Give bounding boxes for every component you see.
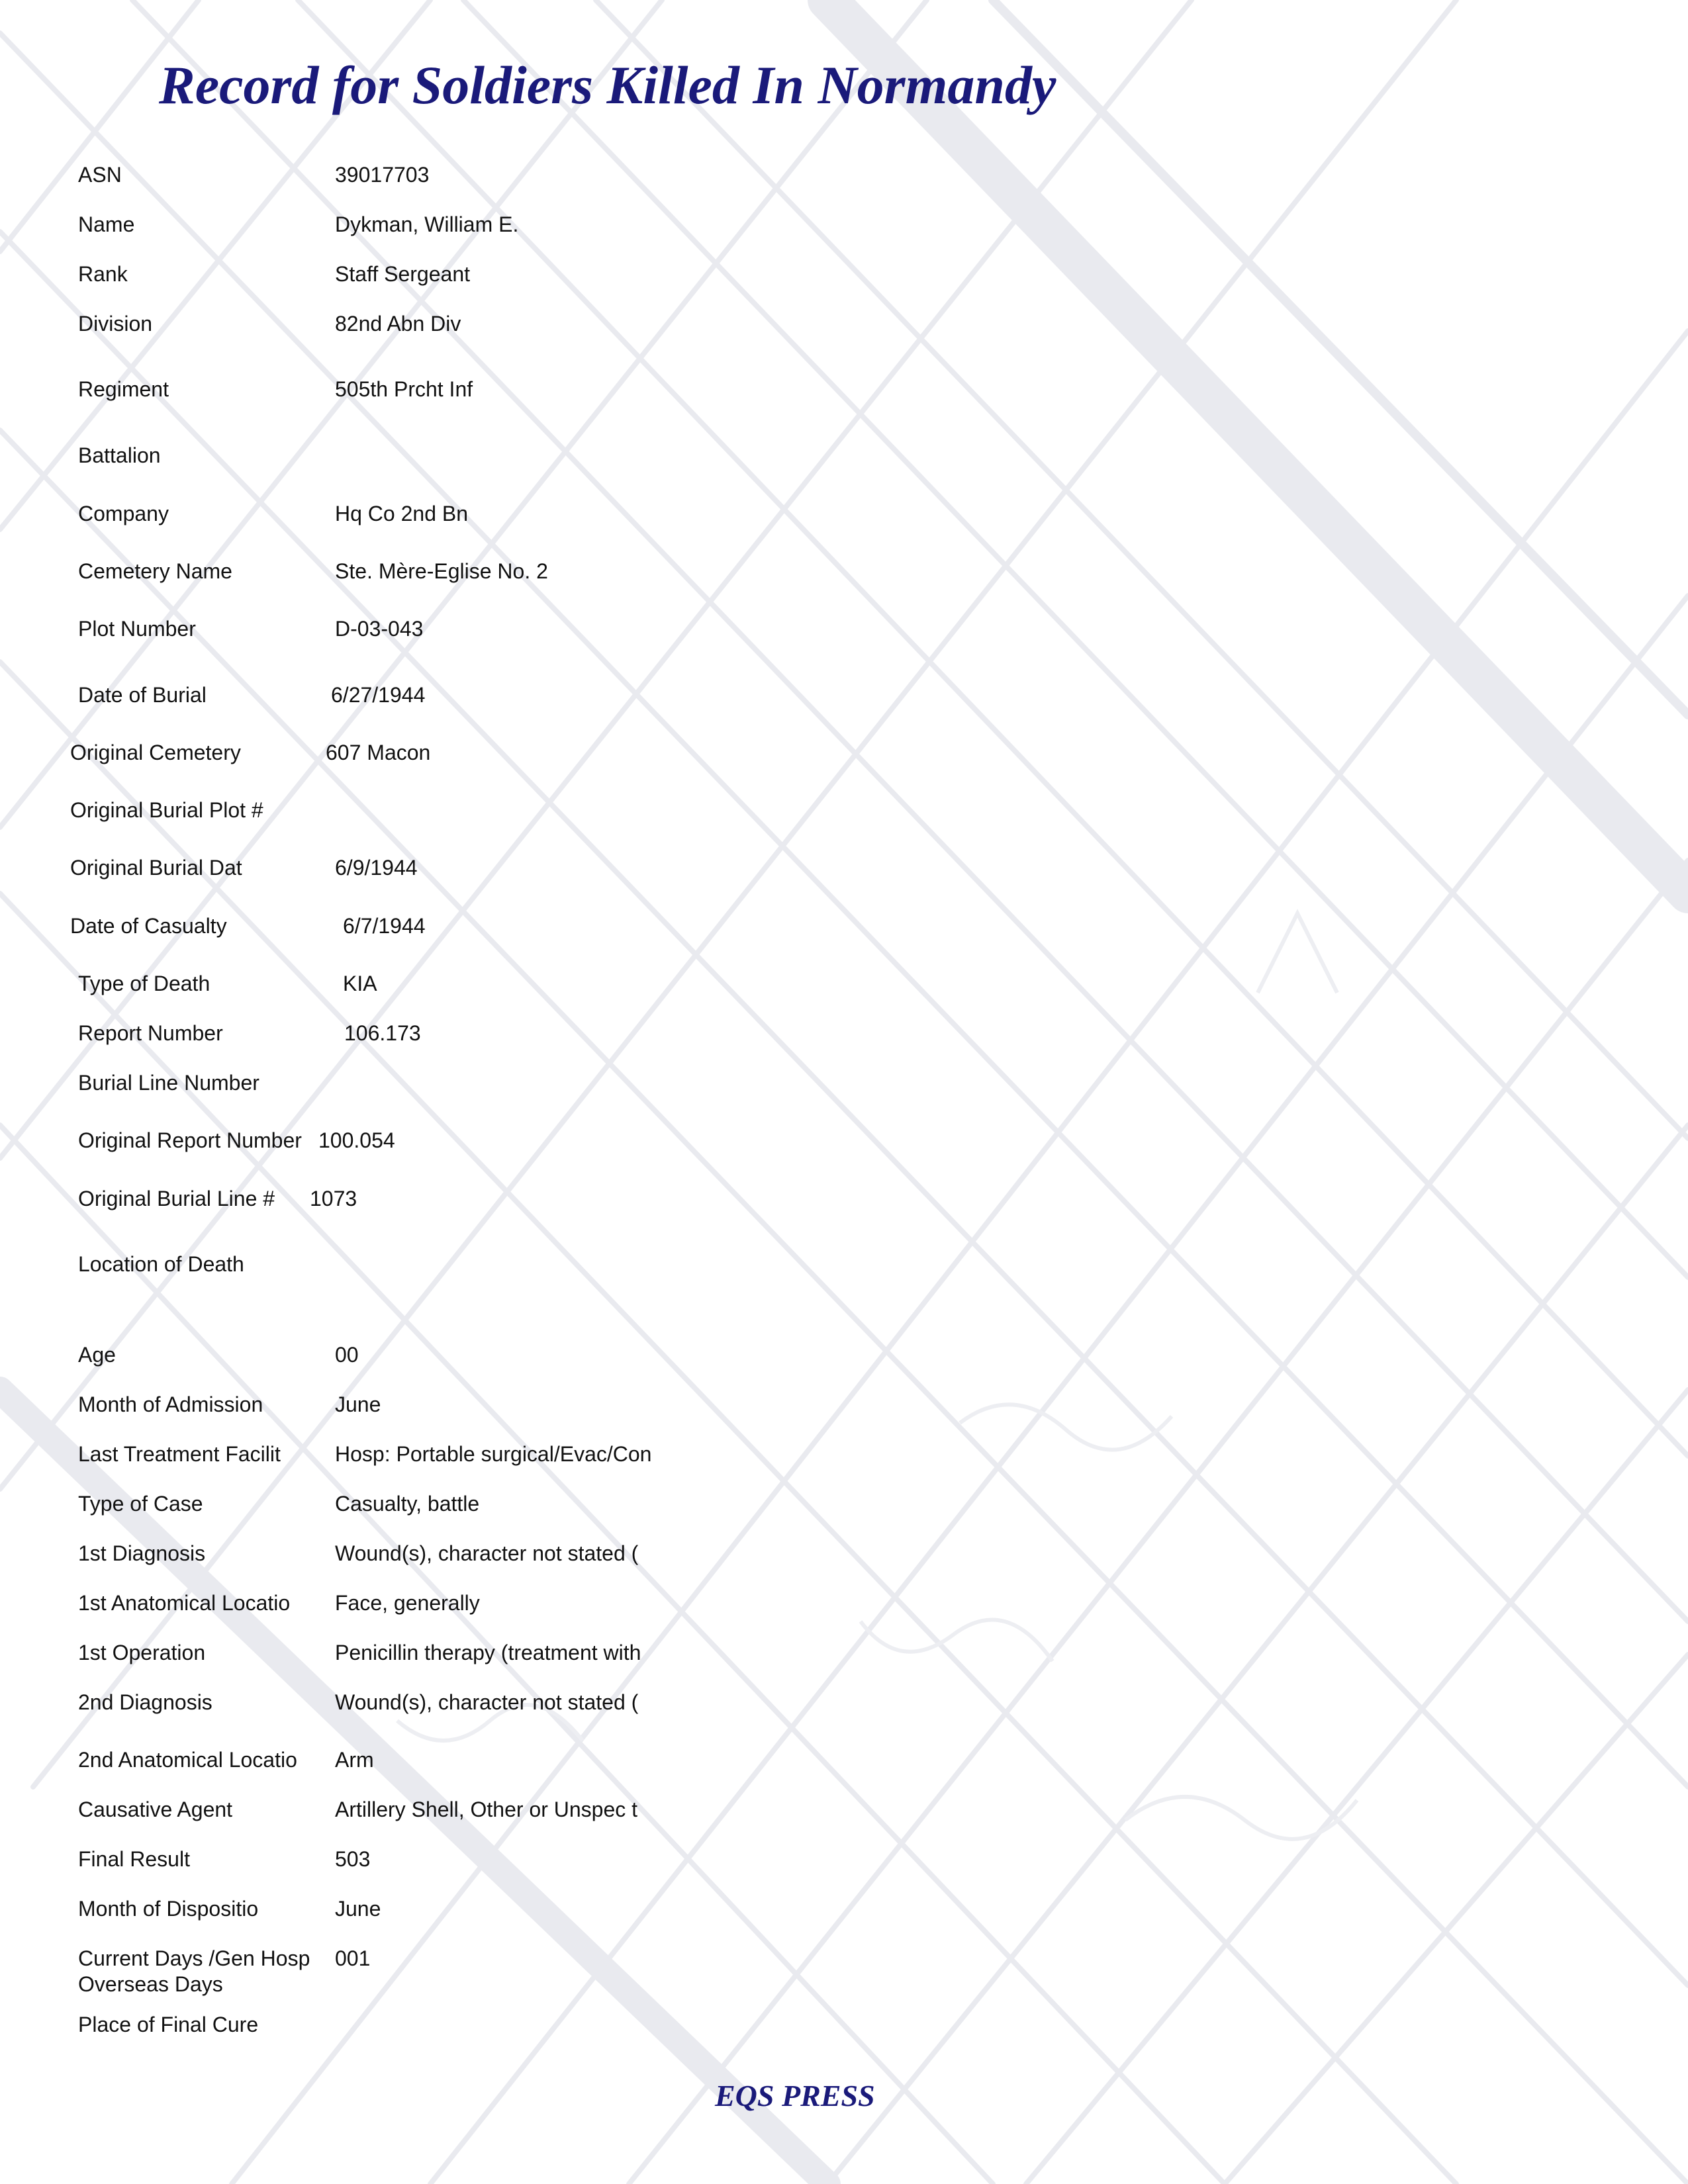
field-label-overseas-days: Overseas Days [78,1972,223,1996]
publisher-footer: EQS PRESS [715,2079,875,2113]
field-label-cemetery-name: Cemetery Name [78,559,232,583]
field-value-final-result: 503 [335,1847,371,1871]
field-label-type-of-case: Type of Case [78,1492,203,1516]
field-value-report-number: 106.173 [344,1021,421,1045]
field-label-date-of-burial: Date of Burial [78,683,207,707]
field-value-1st-diagnosis: Wound(s), character not stated ( [335,1541,639,1565]
field-label-1st-operation: 1st Operation [78,1641,206,1664]
field-label-rank: Rank [78,262,128,286]
field-value-causative-agent: Artillery Shell, Other or Unspec t [335,1797,638,1821]
field-label-original-burial-line: Original Burial Line # [78,1187,275,1210]
field-label-last-treatment-facility: Last Treatment Facilit [78,1442,281,1466]
field-value-type-of-death: KIA [343,972,377,995]
field-label-age: Age [78,1343,116,1367]
field-label-location-of-death: Location of Death [78,1252,244,1276]
field-value-division: 82nd Abn Div [335,312,461,336]
field-value-current-days-gen-hosp: 001 [335,1946,371,1970]
page-title: Record for Soldiers Killed In Normandy [159,55,1056,115]
field-label-1st-diagnosis: 1st Diagnosis [78,1541,206,1565]
field-value-2nd-diagnosis: Wound(s), character not stated ( [335,1690,639,1714]
field-label-original-burial-plot: Original Burial Plot # [70,798,263,822]
field-value-date-of-casualty: 6/7/1944 [343,914,426,938]
field-label-causative-agent: Causative Agent [78,1797,233,1821]
field-value-original-cemetery: 607 Macon [326,741,431,764]
field-value-date-of-burial: 6/27/1944 [331,683,426,707]
field-label-division: Division [78,312,153,336]
field-label-2nd-anatomical-location: 2nd Anatomical Locatio [78,1748,297,1772]
field-value-2nd-anatomical-location: Arm [335,1748,374,1772]
field-label-original-report-number: Original Report Number [78,1128,302,1152]
field-label-month-of-admission: Month of Admission [78,1392,263,1416]
field-label-report-number: Report Number [78,1021,223,1045]
field-label-original-burial-date: Original Burial Dat [70,856,242,880]
field-label-month-of-disposition: Month of Dispositio [78,1897,259,1921]
field-value-original-burial-line: 1073 [310,1187,357,1210]
field-label-2nd-diagnosis: 2nd Diagnosis [78,1690,212,1714]
field-value-cemetery-name: Ste. Mère-Eglise No. 2 [335,559,548,583]
field-label-asn: ASN [78,163,122,187]
field-label-current-days-gen-hosp: Current Days /Gen Hosp [78,1946,310,1970]
field-label-date-of-casualty: Date of Casualty [70,914,227,938]
field-label-burial-line-number: Burial Line Number [78,1071,259,1095]
field-value-company: Hq Co 2nd Bn [335,502,469,525]
field-label-name: Name [78,212,135,236]
field-value-1st-operation: Penicillin therapy (treatment with [335,1641,641,1664]
field-label-company: Company [78,502,169,525]
field-value-last-treatment-facility: Hosp: Portable surgical/Evac/Con [335,1442,652,1466]
field-value-1st-anatomical-location: Face, generally [335,1591,480,1615]
field-label-original-cemetery: Original Cemetery [70,741,241,764]
field-label-battalion: Battalion [78,443,161,467]
field-label-1st-anatomical-location: 1st Anatomical Locatio [78,1591,291,1615]
field-label-plot-number: Plot Number [78,617,196,641]
field-value-name: Dykman, William E. [335,212,519,236]
field-value-original-burial-date: 6/9/1944 [335,856,418,880]
field-value-regiment: 505th Prcht Inf [335,377,473,401]
field-label-place-of-final-cure: Place of Final Cure [78,2013,259,2036]
field-value-month-of-admission: June [335,1392,381,1416]
field-value-type-of-case: Casualty, battle [335,1492,480,1516]
field-value-plot-number: D-03-043 [335,617,424,641]
field-value-asn: 39017703 [335,163,430,187]
field-value-original-report-number: 100.054 [318,1128,395,1152]
field-label-type-of-death: Type of Death [78,972,211,995]
field-label-regiment: Regiment [78,377,169,401]
field-value-age: 00 [335,1343,359,1367]
field-value-rank: Staff Sergeant [335,262,470,286]
field-label-final-result: Final Result [78,1847,190,1871]
field-value-month-of-disposition: June [335,1897,381,1921]
